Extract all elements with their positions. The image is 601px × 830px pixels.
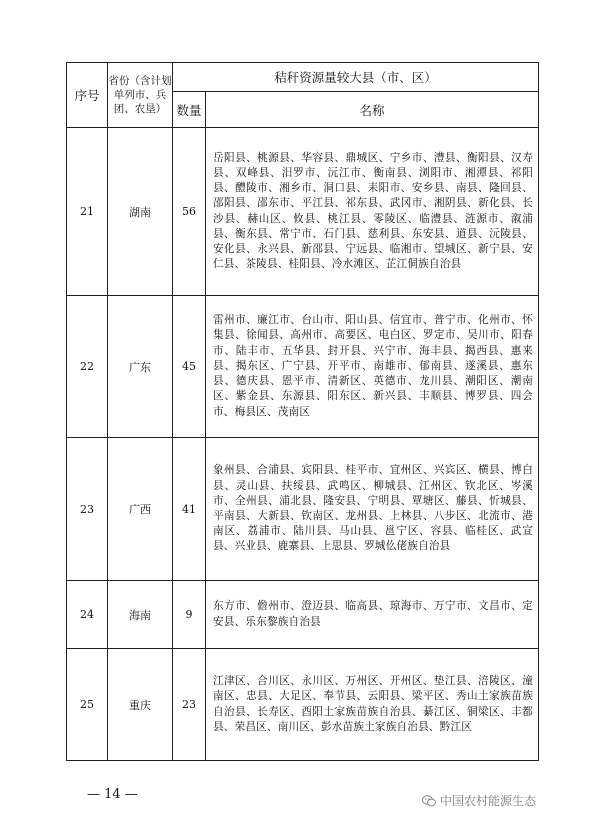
header-name: 名称 — [206, 92, 539, 128]
header-seq: 序号 — [67, 63, 108, 128]
row-seq: 21 — [67, 128, 108, 296]
page-number: — 14 — — [87, 787, 138, 802]
row-province: 海南 — [108, 581, 173, 649]
table-row — [67, 438, 539, 581]
header-group: 秸秆资源量较大县（市、区） — [173, 63, 539, 92]
watermark-text: 中国农村能源生态 — [440, 794, 537, 808]
row-names: 江津区、合川区、永川区、万州区、开州区、垫江县、涪陵区、潼南区、忠县、大足区、奉节县、云阳县、梁平区、秀山土家族苗族自治县、长寿区、酉阳土家族苗族自治县、綦江区、铜梁区、丰都县、荣昌区、南川区、彭水苗族土家族自治县、黔江区 — [206, 649, 539, 761]
row-seq: 24 — [67, 581, 108, 649]
row-names: 东方市、儋州市、澄迈县、临高县、琼海市、万宁市、文昌市、定安县、乐东黎族自治县 — [206, 581, 539, 649]
row-names: 象州县、合浦县、宾阳县、桂平市、宜州区、兴宾区、横县、博白县、灵山县、扶绥县、武鸣区、柳城县、江州区、钦北区、岑溪市、全州县、浦北县、隆安县、宁明县、覃塘区、藤县、忻城县、平南县、大新县、钦南区、龙州县、上林县、八步区、北流市、港南区、荔浦市、陆川县、马山县、邕宁区、容县、临桂区、武宣县、兴业县、鹿寨县、上思县、罗城仫佬族自治县 — [206, 438, 539, 581]
county-table — [66, 62, 539, 761]
header-province: 省份（含计划单列市、兵团、农垦） — [108, 63, 173, 128]
row-count: 9 — [173, 581, 206, 649]
row-names: 岳阳县、桃源县、华容县、鼎城区、宁乡市、澧县、衡阳县、汉寿县、双峰县、汨罗市、沅江市、衡南县、浏阳市、湘潭县、祁阳县、醴陵市、湘乡市、洞口县、耒阳市、安乡县、南县、隆回县、邵阳县、邵东市、平江县、祁东县、武冈市、湘阴县、新化县、长沙县、赫山区、攸县、桃江县、零陵区、临澧县、涟源市、溆浦县、衡东县、常宁市、石门县、慈利县、东安县、道县、沅陵县、安化县、永兴县、新邵县、宁远县、临湘市、望城区、新宁县、安仁县、茶陵县、桂阳县、冷水滩区、芷江侗族自治县 — [206, 128, 539, 296]
table-row — [67, 581, 539, 649]
row-province: 广东 — [108, 296, 173, 438]
row-names: 雷州市、廉江市、台山市、阳山县、信宜市、普宁市、化州市、怀集县、徐闻县、高州市、高要区、电白区、罗定市、吴川市、阳春市、陆丰市、五华县、封开县、兴宁市、海丰县、揭西县、惠来县、揭东区、广宁县、开平市、南雄市、郁南县、遂溪县、惠东县、德庆县、恩平市、清新区、英德市、龙川县、潮阳区、潮南区、紫金县、东源县、阳东区、新兴县、丰顺县、博罗县、四会市、梅县区、茂南区 — [206, 296, 539, 438]
table-row — [67, 649, 539, 761]
row-count: 41 — [173, 438, 206, 581]
row-count: 56 — [173, 128, 206, 296]
row-count: 45 — [173, 296, 206, 438]
table-row — [67, 128, 539, 296]
wechat-icon — [422, 795, 436, 807]
row-count: 23 — [173, 649, 206, 761]
row-seq: 25 — [67, 649, 108, 761]
table-row — [67, 296, 539, 438]
row-seq: 23 — [67, 438, 108, 581]
watermark — [422, 792, 536, 809]
row-seq: 22 — [67, 296, 108, 438]
row-province: 广西 — [108, 438, 173, 581]
row-province: 湖南 — [108, 128, 173, 296]
header-count: 数量 — [173, 92, 206, 128]
row-province: 重庆 — [108, 649, 173, 761]
